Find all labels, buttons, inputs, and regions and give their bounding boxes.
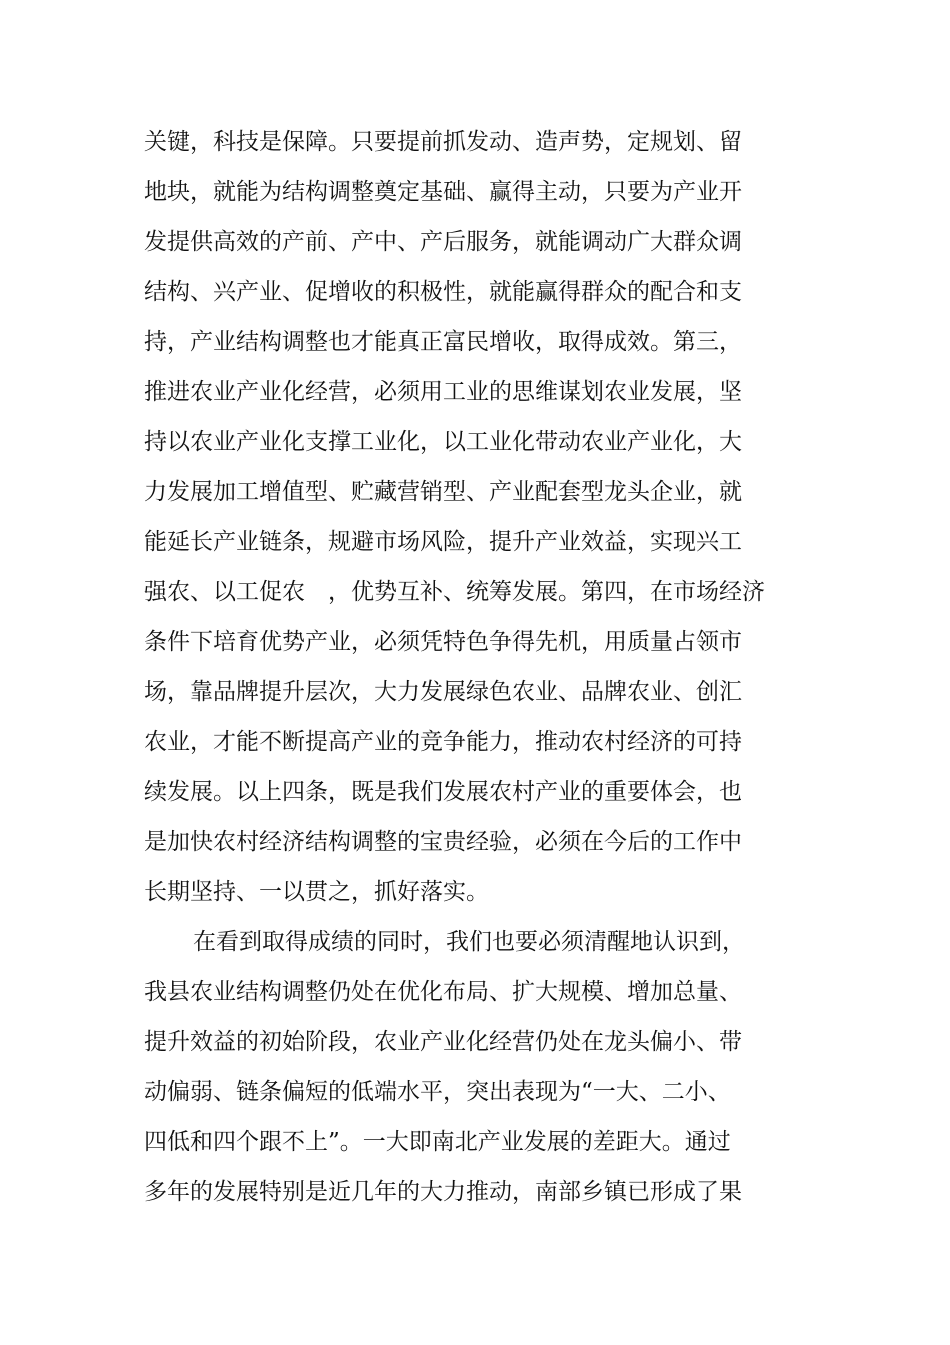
text-line: 力发展加工增值型、贮藏营销型、产业配套型龙头企业，就 [144,479,742,505]
text-line: 多年的发展特别是近几年的大力推动，南部乡镇已形成了果 [144,1179,742,1205]
text-line: 条件下培育优势产业，必须凭特色争得先机，用质量占领市 [144,629,742,655]
text-line: 四低和四个跟不上”。一大即南北产业发展的差距大。通过 [144,1129,731,1155]
text-line: 农业，才能不断提高产业的竞争能力，推动农村经济的可持 [144,729,742,755]
text-line: 续发展。以上四条，既是我们发展农村产业的重要体会，也 [144,779,742,805]
text-line: 能延长产业链条，规避市场风险，提升产业效益，实现兴工 [144,529,742,555]
text-line: 长期坚持、一以贯之，抓好落实。 [144,879,489,905]
text-line: 关键，科技是保障。只要提前抓发动、造声势，定规划、留 [144,129,742,155]
text-line: 持以农业产业化支撑工业化，以工业化带动农业产业化，大 [144,429,742,455]
text-line: 提升效益的初始阶段，农业产业化经营仍处在龙头偏小、带 [144,1029,742,1055]
text-line: 发提供高效的产前、产中、产后服务，就能调动广大群众调 [144,229,742,255]
text-line: 场，靠品牌提升层次，大力发展绿色农业、品牌农业、创汇 [144,679,742,705]
text-line: 推进农业产业化经营，必须用工业的思维谋划农业发展，坚 [144,379,742,405]
text-line: 地块，就能为结构调整奠定基础、赢得主动，只要为产业开 [144,179,742,205]
text-line: 强农、以工促农 ，优势互补、统筹发展。第四，在市场经济 [144,579,765,605]
text-line: 我县农业结构调整仍处在优化布局、扩大规模、增加总量、 [144,979,742,1005]
text-line: 结构、兴产业、促增收的积极性，就能赢得群众的配合和支 [144,279,742,305]
text-line: 动偏弱、链条偏短的低端水平，突出表现为“一大、二小、 [144,1079,731,1105]
text-line: 是加快农村经济结构调整的宝贵经验，必须在今后的工作中 [144,829,742,855]
paragraph-first-line: 在看到取得成绩的同时，我们也要必须清醒地认识到， [193,929,745,955]
text-line: 持，产业结构调整也才能真正富民增收，取得成效。第三， [144,329,742,355]
